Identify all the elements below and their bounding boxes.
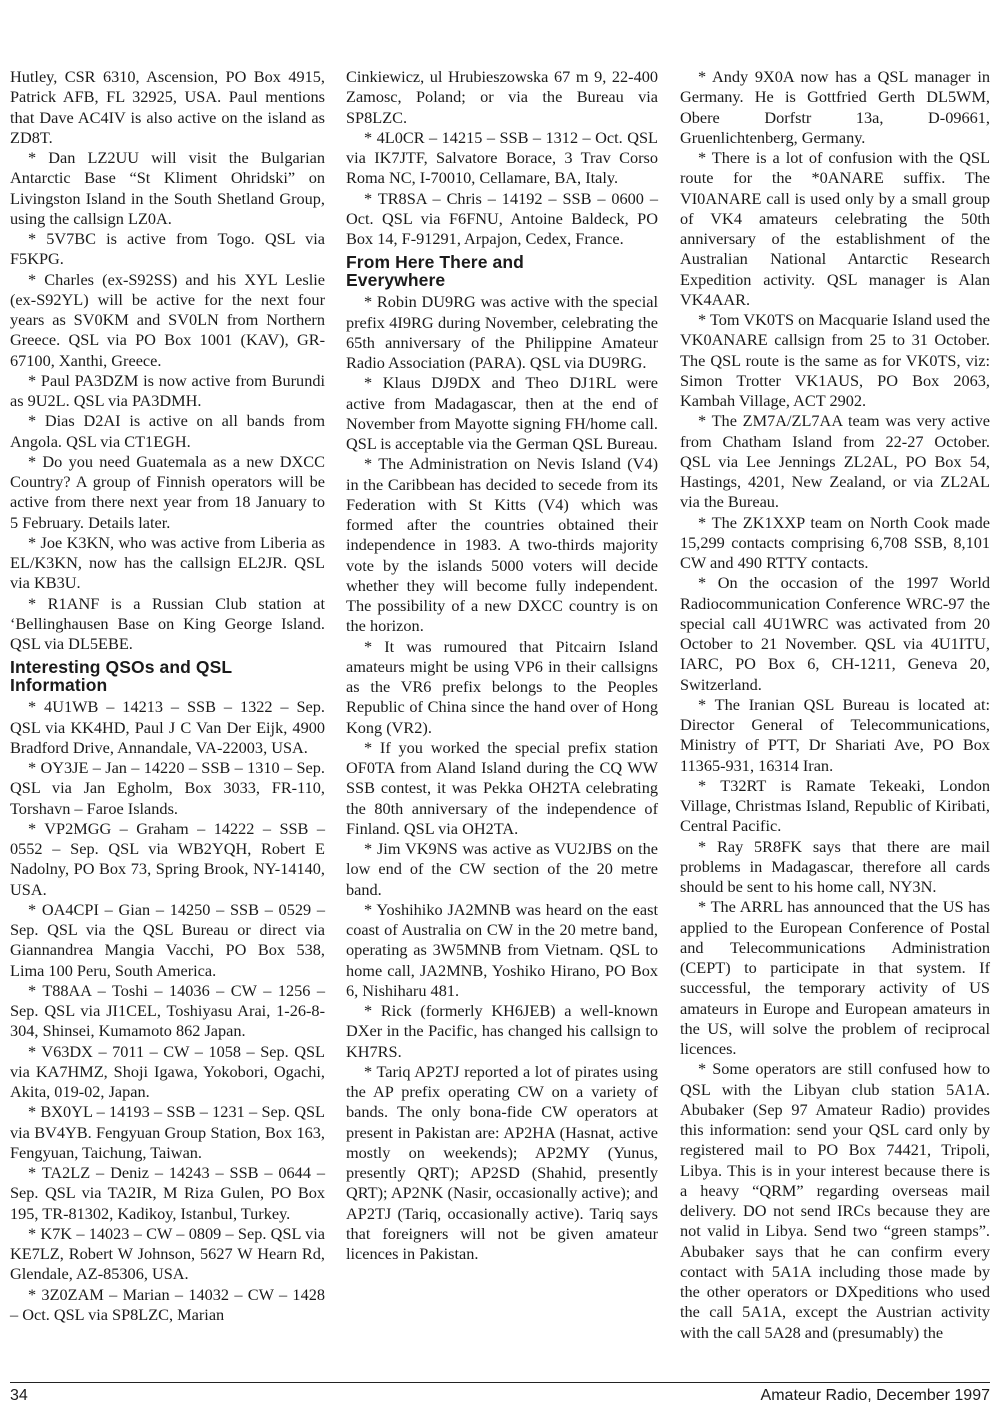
footer-divider [10,1382,990,1383]
paragraph: * There is a lot of confusion with the QSL route for the *0ANARE suffix. The VI0ANARE call is used only by a small group of VK4 amateurs celebrating the 50th anniversary of the establishment of the Australian National Antarctic Research Expedition activity. QSL manager is Alan VK4AAR. [680,148,990,309]
paragraph: * Tom VK0TS on Macquarie Island used the VK0ANARE callsign from 25 to 31 October. The QSL route is the same as for VK0TS, viz: Simon Trotter VK1AUS, PO Box 2063, Kambah Village, ACT 2902. [680,310,990,410]
paragraph: Hutley, CSR 6310, Ascension, PO Box 4915, Patrick AFB, FL 32925, USA. Paul mentions that Dave AC4IV is also active on the island as ZD8T. [10,67,325,147]
paragraph: * If you worked the special prefix station OF0TA from Aland Island during the CQ WW SSB contest, it was Pekka OH2TA celebrating the 80th anniversary of the independence of Finland. QSL via OH2TA. [346,737,658,838]
paragraph: * TA2LZ – Deniz – 14243 – SSB – 0644 – Sep. QSL via TA2IR, M Riza Gulen, PO Box 195, TR-81302, Kadikoy, Istanbul, Turkey. [10,1163,325,1223]
section-heading-qsl-information [10,658,325,694]
paragraph: * Do you need Guatemala as a new DXCC Country? A group of Finnish operators will be active from there next year from 18 January to 5 February. Details later. [10,451,325,532]
paragraph: * The ZK1XXP team on North Cook made 15,299 contacts comprising 6,708 SSB, 8,101 CW and 490 RTTY contacts. [680,512,990,572]
paragraph: * Klaus DJ9DX and Theo DJ1RL were active from Madagascar, then at the end of November from Mayotte signing FH/home call. QSL is acceptable via the German QSL Bureau. [346,373,658,453]
publication-line: Amateur Radio, December 1997 [760,1387,990,1404]
heading-line: From Here There and [346,252,524,273]
page-number: 34 [10,1387,28,1404]
section-heading-from-here-there-and-everywhere [346,253,658,289]
paragraph: * The ARRL has announced that the US has applied to the European Conference of Postal and Telecommunications Administration (CEPT) to participate in that system. If successful, the temporary activity of US amateurs in Europe and European amateurs in the US, will solve the problem of reciprocal licences. [680,897,990,1058]
paragraph: * The Iranian QSL Bureau is located at: Director General of Telecommunications, Ministry of PTT, Dr Shariati Ave, PO Box 11365-931, 16314 Iran. [680,694,990,775]
paragraph: * BX0YL – 14193 – SSB – 1231 – Sep. QSL via BV4YB. Fengyuan Group Station, Box 163, Fengyuan, Taichung, Taiwan. [10,1102,325,1162]
paragraph: * 3Z0ZAM – Marian – 14032 – CW – 1428 – Oct. QSL via SP8LZC, Marian [10,1284,325,1324]
paragraph: * Dias D2AI is active on all bands from Angola. QSL via CT1EGH. [10,411,325,451]
heading-line: Everywhere [346,270,446,291]
heading-line: Interesting QSOs and QSL [10,657,233,678]
paragraph: * OY3JE – Jan – 14220 – SSB – 1310 – Sep. QSL via Jan Egholm, Box 3033, FR-110, Torshavn – Faroe Islands. [10,758,325,818]
paragraph: * Robin DU9RG was active with the special prefix 4I9RG during November, celebrating the 65th anniversary of the Philippine Amateur Radio Association (PARA). QSL via DU9RG. [346,292,658,372]
paragraph: * K7K – 14023 – CW – 0809 – Sep. QSL via KE7LZ, Robert W Johnson, 5627 W Hearn Rd, Glendale, AZ-85306, USA. [10,1223,325,1284]
heading-line: Information [10,675,108,696]
paragraph: * Some operators are still confused how to QSL with the Libyan club station 5A1A. Abubaker (Sep 97 Amateur Radio) provides this information: send your QSL card only by registered mail to PO Box 74421, Tripoli, Libya. This is in your interest because there is a heavy “QRM” regarding overseas mail delivery. DO not send IRCs because they are not valid in Libya. Send two “green stamps”. Abubaker says that he can confirm every contact with 5A1A including those made by the other operators or DXpeditions who used the call 5A1A, except the Austrian activity with the call 5A28 and (presumably) the [680,1059,990,1342]
paragraph: * Andy 9X0A now has a QSL manager in Germany. He is Gottfried Gerth DL5WM, Obere Dorfstr 13a, D-09661, Gruenlichtenberg, Germany. [680,67,990,147]
paragraph: * V63DX – 7011 – CW – 1058 – Sep. QSL via KA7HMZ, Shoji Igawa, Yokobori, Ogachi, Akita, 019-02, Japan. [10,1041,325,1101]
column-right [680,67,990,1343]
paragraph: * 4L0CR – 14215 – SSB – 1312 – Oct. QSL via IK7JTF, Salvatore Borace, 3 Trav Corso Roma NC, I-70010, Cellamare, BA, Italy. [346,127,658,188]
paragraph: Cinkiewicz, ul Hrubieszowska 67 m 9, 22-400 Zamosc, Poland; or via the Bureau via SP8LZC. [346,67,658,127]
paragraph: * The Administration on Nevis Island (V4) in the Caribbean has decided to secede from its Federation with St Kitts (V4) which was formed after the countries obtained their independence in 1983. A two-thirds majority vote by the islands 5000 voters will decide whether they will become fully independent. The possibility of a new DXCC country is on the horizon. [346,454,658,636]
paragraph: * 5V7BC is active from Togo. QSL via F5KPG. [10,229,325,269]
paragraph: * TR8SA – Chris – 14192 – SSB – 0600 – Oct. QSL via F6FNU, Antoine Baldeck, PO Box 14, F-91291, Arpajon, Cedex, France. [346,188,658,248]
paragraph: * Ray 5R8FK says that there are mail problems in Madagascar, therefore all cards should be sent to his home call, NY3N. [680,836,990,896]
paragraph: * Joe K3KN, who was active from Liberia as EL/K3KN, now has the callsign EL2JR. QSL via KB3U. [10,532,325,593]
paragraph: * It was rumoured that Pitcairn Island amateurs might be using VP6 in their callsigns as the VR6 prefix belongs to the Peoples Republic of China since the hand over of Hong Kong (VR2). [346,636,658,737]
paragraph: * T32RT is Ramate Tekeaki, London Village, Christmas Island, Republic of Kiribati, Central Pacific. [680,775,990,836]
paragraph: * Tariq AP2TJ reported a lot of pirates using the AP prefix operating CW on a variety of bands. The only bona-fide CW operators at present in Pakistan are: AP2HA (Hasnat, active mostly on weekends); AP2MY (Yunus, presently QRT); AP2SD (Shahid, presently QRT); AP2NK (Nasir, occasionally active); and AP2TJ (Tariq, occasionally active). Tariq says that foreigners will not be given amateur licences in Pakistan. [346,1061,658,1263]
paragraph: * T88AA – Toshi – 14036 – CW – 1256 – Sep. QSL via JI1CEL, Toshiyasu Arai, 1-26-8-304, Shinsei, Kumamoto 862 Japan. [10,980,325,1041]
paragraph: * R1ANF is a Russian Club station at ‘Bellinghausen Base on King George Island. QSL via DL5EBE. [10,593,325,653]
paragraph: * OA4CPI – Gian – 14250 – SSB – 0529 – Sep. QSL via the QSL Bureau or direct via Giannandrea Mangia Vacchi, PO Box 538, Lima 100 Peru, South America. [10,899,325,980]
paragraph: * Jim VK9NS was active as VU2JBS on the low end of the CW section of the 20 metre band. [346,839,658,899]
paragraph: * The ZM7A/ZL7AA team was very active from Chatham Island from 22-27 October. QSL via Lee Jennings ZL2AL, PO Box 54, Hastings, 4201, New Zealand, or via ZL2AL via the Bureau. [680,411,990,512]
column-left [10,67,325,1325]
paragraph: * Paul PA3DZM is now active from Burundi as 9U2L. QSL via PA3DMH. [10,370,325,410]
paragraph: * 4U1WB – 14213 – SSB – 1322 – Sep. QSL via KK4HD, Paul J C Van Der Eijk, 4900 Bradford Drive, Annandale, VA-22003, USA. [10,697,325,757]
paragraph: * Dan LZ2UU will visit the Bulgarian Antarctic Base “St Kliment Ohridski” on Livingston Island in the South Shetland Group, using the callsign LZ0A. [10,148,325,228]
paragraph: * Rick (formerly KH6JEB) a well-known DXer in the Pacific, has changed his callsign to KH7RS. [346,1001,658,1061]
paragraph: * On the occasion of the 1997 World Radiocommunication Conference WRC-97 the special call 4U1WRC was activated from 20 October to 21 November. QSL via 4U1ITU, IARC, PO Box 6, CH-1211, Geneva 20, Switzerland. [680,573,990,694]
paragraph: * Charles (ex-S92SS) and his XYL Leslie (ex-S92YL) will be active for the next four years as SV0KM and SV0LN from Northern Greece. QSL via PO Box 1001 (KAV), GR-67100, Xanthi, Greece. [10,269,325,370]
paragraph: * VP2MGG – Graham – 14222 – SSB – 0552 – Sep. QSL via WB2YQH, Robert E Nadolny, PO Box 73, Spring Brook, NY-14140, USA. [10,818,325,899]
paragraph: * Yoshihiko JA2MNB was heard on the east coast of Australia on CW in the 20 metre band, operating as 3W5MNB from Vietnam. QSL to home call, JA2MNB, Yoshiko Hirano, PO Box 6, Nishiharu 481. [346,899,658,1000]
column-middle [346,67,658,1264]
